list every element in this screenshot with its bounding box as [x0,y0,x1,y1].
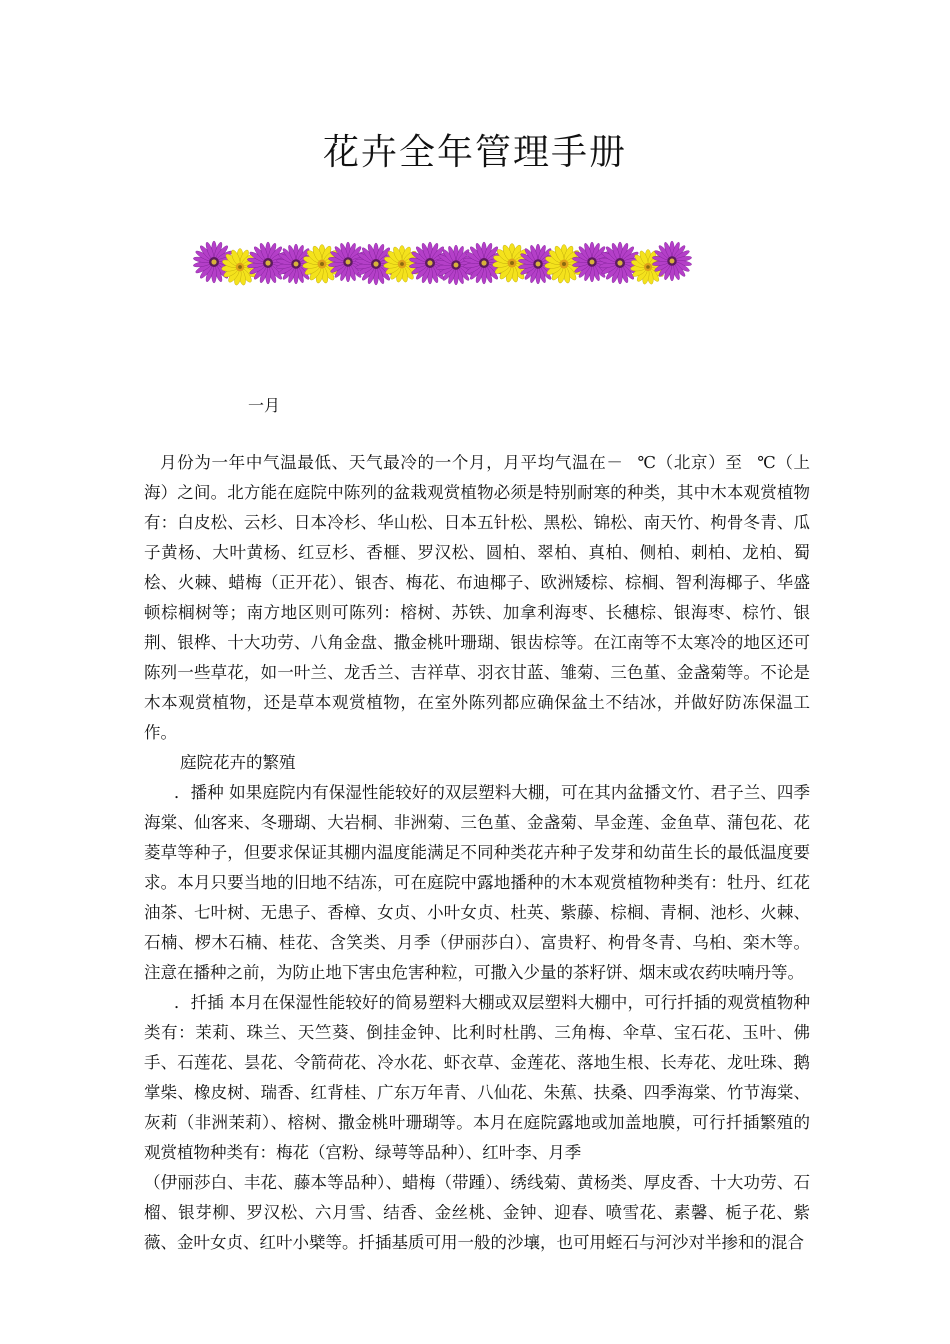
subsection-heading: 庭院花卉的繁殖 [180,753,296,772]
section-heading-month: 一月 [248,396,281,415]
intro-paragraph [144,448,810,748]
sowing-paragraph: ．播种 如果庭院内有保湿性能较好的双层塑料大棚，可在其内盆播文竹、君子兰、四季海棠、仙客来、冬珊瑚、大岩桐、非洲菊、三色堇、金盏菊、旱金莲、金鱼草、蒲包花、花菱草等种子，但要求保证其棚内温度能满足不同种类花卉种子发芽和幼苗生长的最低温度要求。本月只要当地的旧地不结冻，可在庭院中露地播种的木本观赏植物种类有：牡丹、红花油茶、七叶树、无患子、香樟、女贞、小叶女贞、杜英、紫藤、棕榈、青桐、池杉、火棘、石楠、椤木石楠、桂花、含笑类、月季（伊丽莎白）、富贵籽、枸骨冬青、乌桕、栾木等。注意在播种之前，为防止地下害虫危害种粒，可撒入少量的茶籽饼、烟末或农药呋喃丹等。 [144,783,810,982]
intro-text-part: ℃（上海）之间。北方能在庭院中陈列的盆栽观赏植物必须是特别耐寒的种类，其中木本观赏植物有：白皮松、云杉、日本冷杉、华山松、日本五针松、黑松、锦松、南天竹、枸骨冬青、瓜子黄杨、大叶黄杨、红豆杉、香榧、罗汉松、圆柏、翠柏、真柏、侧柏、刺柏、龙柏、蜀桧、火棘、蜡梅（正开花）、银杏、梅花、布迪椰子、欧洲矮棕、棕榈、智利海椰子、华盛顿棕榈树等；南方地区则可陈列：榕树、苏铁、加拿利海枣、长穗棕、银海枣、棕竹、银荆、银桦、十大功劳、八角金盘、撒金桃叶珊瑚、银齿棕等。在江南等不太寒冷的地区还可陈列一些草花，如一叶兰、龙舌兰、吉祥草、羽衣甘蓝、雏菊、三色堇、金盏菊等。不论是木本观赏植物，还是草本观赏植物，在室外陈列都应确保盆土不结冰，并做好防冻保温工作。 [144,453,810,742]
intro-text-part: 月份为一年中气温最低、天气最冷的一个月，月平均气温在－ [160,453,623,472]
body-text [144,448,810,1258]
document-title: 花卉全年管理手册 [322,132,627,173]
cutting-paragraph-continued: （伊丽莎白、丰花、藤本等品种）、蜡梅（带踵）、绣线菊、黄杨类、厚皮香、十大功劳、石榴、银芽柳、罗汉松、六月雪、结香、金丝桃、金钟、迎春、喷雪花、素馨、栀子花、紫薇、金叶女贞、红叶小檗等。扦插基质可用一般的沙壤，也可用蛭石与河沙对半掺和的混合 [144,1173,810,1252]
intro-text-part: ℃（北京）至 [636,453,743,472]
cutting-paragraph: ．扦插 本月在保湿性能较好的简易塑料大棚或双层塑料大棚中，可行扦插的观赏植物种类有：茉莉、珠兰、天竺葵、倒挂金钟、比利时杜鹃、三角梅、伞草、宝石花、玉叶、佛手、石莲花、昙花、令箭荷花、冷水花、虾衣草、金莲花、落地生根、长寿花、龙吐珠、鹅掌柴、橡皮树、瑞香、红背桂、广东万年青、八仙花、朱蕉、扶桑、四季海棠、竹节海棠、灰莉（非洲茉莉）、榕树、撒金桃叶珊瑚等。本月在庭院露地或加盖地膜，可行扦插繁殖的观赏植物种类有：梅花（宫粉、绿萼等品种）、红叶李、月季 [144,993,810,1162]
flower-border-image [190,238,695,290]
